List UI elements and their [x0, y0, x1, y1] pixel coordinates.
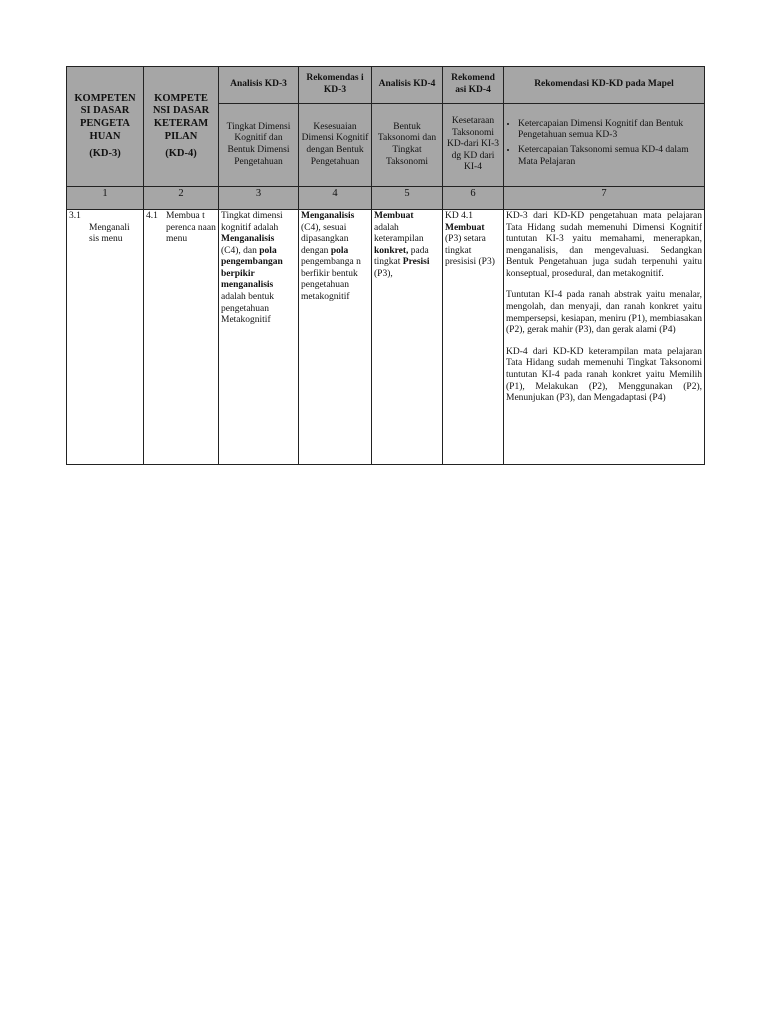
kd3-number: 3.1 — [69, 211, 81, 221]
criteria-item: • Ketercapaian Dimensi Kognitif dan Bentuk Pengetahuan semua KD-3 — [518, 119, 702, 142]
column-number: 4 — [299, 187, 372, 210]
subheader-rekomendasi-kd3: Kesesuaian Dimensi Kognitif dengan Bentuk Pengetahuan — [299, 104, 372, 187]
column-number: 6 — [443, 187, 504, 210]
cell-kd4 — [144, 210, 219, 465]
cell-rekomendasi-kd4: KD 4.1 Membuat (P3) setara tingkat presisisi (P3) — [443, 210, 504, 465]
header-analisis-kd4: Analisis KD-4 — [372, 67, 443, 104]
subheader-rekomendasi-mapel — [504, 104, 705, 187]
subheader-analisis-kd4: Bentuk Taksonomi dan Tingkat Taksonomi — [372, 104, 443, 187]
cell-rekomendasi-kd3: Menganalisis (C4), sesuai dipasangkan dengan pola pengembanga n berfikir bentuk pengetahuan metakognitif — [299, 210, 372, 465]
column-number: 5 — [372, 187, 443, 210]
subheader-rekomendasi-kd4: Kesetaraan Taksonomi KD-dari KI-3 dg KD dari KI-4 — [443, 104, 504, 187]
subheader-analisis-kd3: Tingkat Dimensi Kognitif dan Bentuk Dimensi Pengetahuan — [219, 104, 299, 187]
column-number: 1 — [67, 187, 144, 210]
column-number: 2 — [144, 187, 219, 210]
kd4-number: 4.1 — [146, 211, 158, 221]
column-number: 7 — [504, 187, 705, 210]
criteria-item: • Ketercapaian Taksonomi semua KD-4 dalam Mata Pelajaran — [518, 145, 702, 168]
kd4-text: Membua t perenca naan menu — [166, 211, 216, 245]
header-rekomendasi-kd3: Rekomendas i KD-3 — [299, 67, 372, 104]
kd3-text: Menganali sis menu — [89, 222, 130, 245]
header-rekomendasi-kd4: Rekomend asi KD-4 — [443, 67, 504, 104]
cell-kd3 — [67, 210, 144, 465]
cell-rekomendasi-mapel — [504, 210, 705, 465]
recommendation-paragraph: KD-4 dari KD-KD keterampilan mata pelajaran Tata Hidang sudah memenuhi Tingkat Taksonomi tuntutan KI-4 pada ranah konkret yaitu Memilih (P1), Melakukan (P2), Menggunakan (P2), Menunjukan (P3), dan Mengadaptasi (P4) — [506, 346, 702, 404]
cell-analisis-kd3: Tingkat dimensi kognitif adalah Menganalisis (C4), dan pola pengembangan berpikir menganalisis adalah bentuk pengetahuan Metakognitif — [219, 210, 299, 465]
header-analisis-kd3: Analisis KD-3 — [219, 67, 299, 104]
table-row — [67, 210, 705, 465]
recommendation-paragraph: KD-3 dari KD-KD pengetahuan mata pelajaran Tata Hidang sudah memenuhi Dimensi Kognitif tuntutan KI-3 yaitu memahami, menerapkan, menganalisis, dan mengevaluasi. Sedangkan Bentuk Pengetahuan juga sudah terpenuhi yaitu konseptual, prosedural, dan metakognitif. — [506, 211, 702, 279]
cell-analisis-kd4: Membuat adalah keterampilan konkret, pada tingkat Presisi (P3), — [372, 210, 443, 465]
column-number: 3 — [219, 187, 299, 210]
kd-analysis-table — [66, 66, 705, 465]
header-rekomendasi-mapel: Rekomendasi KD-KD pada Mapel — [504, 67, 705, 104]
header-kd4: KOMPETE NSI DASAR KETERAM PILAN (KD-4) — [144, 67, 219, 187]
header-kd3: KOMPETEN SI DASAR PENGETA HUAN (KD-3) — [67, 67, 144, 187]
recommendation-paragraph: Tuntutan KI-4 pada ranah abstrak yaitu menalar, mengolah, dan menyaji, dan ranah konkret yaitu mempersepsi, kesiapan, meniru (P1), membiasakan (P2), gerak mahir (P3), dan gerak alami (P4) — [506, 290, 702, 336]
